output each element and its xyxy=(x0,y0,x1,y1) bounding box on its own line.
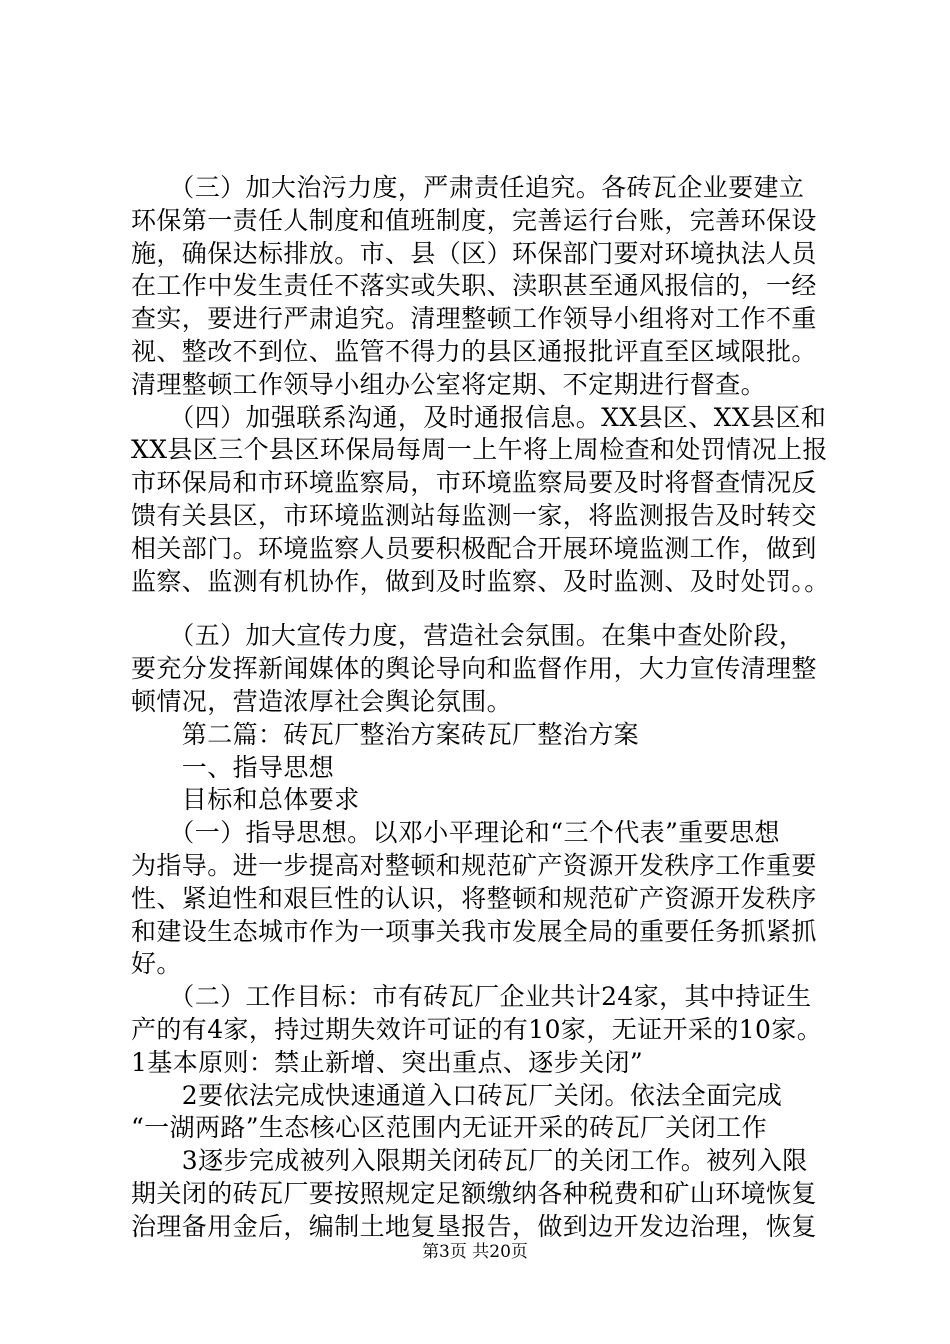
text-line: 查实，要进行严肃追究。清理整顿工作领导小组将对工作不重 xyxy=(131,304,817,334)
text-line: 性、紧迫性和艰巨性的认识，将整顿和规范矿产资源开发秩序 xyxy=(131,883,817,913)
subsection-heading: 一、指导思想 xyxy=(131,752,335,782)
text-line: 视、整改不到位、监管不得力的县区通报批评直至区域限批。 xyxy=(131,336,817,366)
text-line: 期关闭的砖瓦厂要按照规定足额缴纳各种税费和矿山环境恢复 xyxy=(131,1178,817,1208)
text-line: 2要依法完成快速通道入口砖瓦厂关闭。依法全面完成 xyxy=(131,1080,783,1110)
text-line: 施，确保达标排放。市、县（区）环保部门要对环境执法人员 xyxy=(131,238,817,268)
text-line: 监察、监测有机协作，做到及时监察、及时监测、及时处罚。。 xyxy=(131,566,830,596)
text-line: 为指导。进一步提高对整顿和规范矿产资源开发秩序工作重要 xyxy=(131,850,817,880)
text-line: 馈有关县区，市环境监测站每监测一家，将监测报告及时转交 xyxy=(131,500,817,530)
text-line: （二）工作目标：市有砖瓦厂企业共计24家，其中持证生 xyxy=(131,982,812,1012)
text-line: 市环保局和市环境监察局，市环境监察局要及时将督查情况反 xyxy=(131,468,817,498)
text-line: 和建设生态城市作为一项事关我市发展全局的重要任务抓紧抓 xyxy=(131,916,817,946)
text-line: 要充分发挥新闻媒体的舆论导向和监督作用，大力宣传清理整 xyxy=(131,654,817,684)
text-line: 3逐步完成被列入限期关闭砖瓦厂的关闭工作。被列入限 xyxy=(131,1146,808,1176)
text-line: 相关部门。环境监察人员要积极配合开展环境监测工作，做到 xyxy=(131,533,817,563)
text-line: 好。 xyxy=(131,949,182,979)
text-line: 产的有4家，持过期失效许可证的有10家，无证开采的10家。 xyxy=(131,1014,823,1044)
text-line: 顿情况，营造浓厚社会舆论氛围。 xyxy=(131,686,513,716)
text-line: “一湖两路”生态核心区范围内无证开采的砖瓦厂关闭工作 xyxy=(131,1113,767,1143)
text-line: （四）加强联系沟通，及时通报信息。XX县区、XX县区和 xyxy=(131,402,827,432)
subsection-heading: 目标和总体要求 xyxy=(131,785,360,815)
section-heading: 第二篇：砖瓦厂整治方案砖瓦厂整治方案 xyxy=(131,719,640,749)
text-line: （一）指导思想。以邓小平理论和“三个代表”重要思想 xyxy=(131,818,780,848)
text-line: 环保第一责任人制度和值班制度，完善运行台账，完善环保设 xyxy=(131,205,817,235)
document-body xyxy=(131,172,871,1244)
paragraph-gap xyxy=(131,598,871,620)
text-line: 在工作中发生责任不落实或失职、渎职甚至通风报信的，一经 xyxy=(131,271,817,301)
text-line: （三）加大治污力度，严肃责任追究。各砖瓦企业要建立 xyxy=(131,173,805,202)
text-line: 清理整顿工作领导小组办公室将定期、不定期进行督查。 xyxy=(131,369,767,399)
text-line: （五）加大宣传力度，营造社会氛围。在集中查处阶段， xyxy=(131,621,805,651)
page-number-footer: 第3页 共20页 xyxy=(422,1242,528,1262)
text-line: 治理备用金后，编制土地复垦报告，做到边开发边治理，恢复 xyxy=(131,1211,817,1241)
text-line: XX县区三个县区环保局每周一上午将上周检查和处罚情况上报 xyxy=(131,435,828,465)
text-line: 1基本原则：禁止新增、突出重点、逐步关闭” xyxy=(131,1047,644,1077)
